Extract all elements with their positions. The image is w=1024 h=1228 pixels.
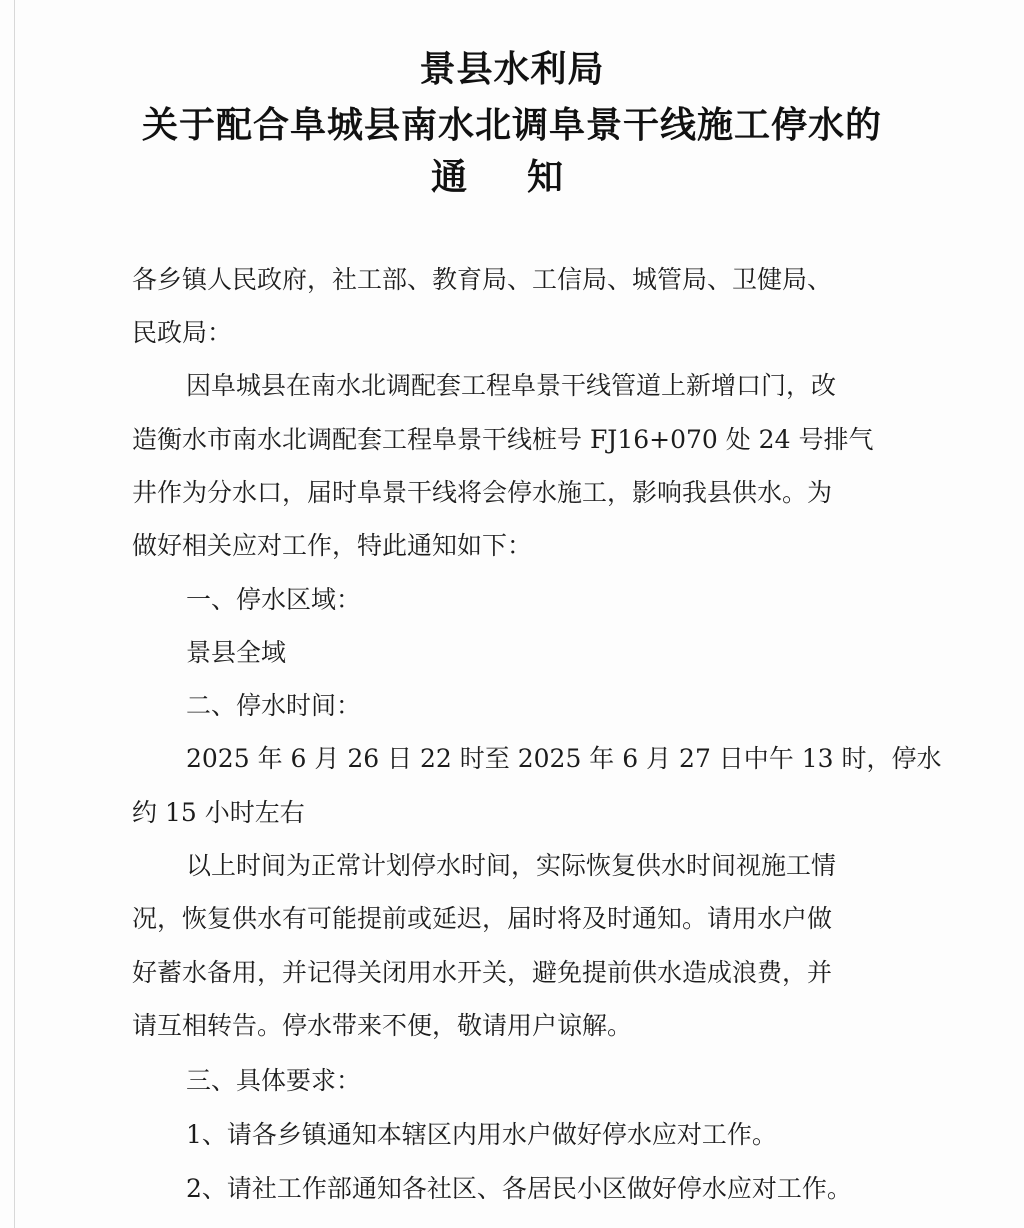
section-1-body: 景县全域 <box>186 638 287 667</box>
section-3-heading: 三、具体要求： <box>186 1066 362 1095</box>
section-2-note-line-3: 好蓄水备用，并记得关闭用水开关，避免提前供水造成浪费，并 <box>132 958 833 987</box>
intro-line-2: 造衡水市南水北调配套工程阜景干线桩号 FJ16+070 处 24 号排气 <box>132 425 874 454</box>
section-1-heading: 一、停水区域： <box>186 585 362 614</box>
addressee-line-2: 民政局： <box>132 318 233 347</box>
section-2-time-line-2: 约 15 小时左右 <box>132 798 305 827</box>
notice-title: 通知 <box>430 157 623 198</box>
notice-subject-title: 关于配合阜城县南水北调阜景干线施工停水的 <box>141 105 882 146</box>
section-2-heading: 二、停水时间： <box>186 691 362 720</box>
intro-line-4: 做好相关应对工作，特此通知如下： <box>132 531 533 560</box>
intro-line-3: 井作为分水口，届时阜景干线将会停水施工，影响我县供水。为 <box>132 478 833 507</box>
section-2-time-line-1: 2025 年 6 月 26 日 22 时至 2025 年 6 月 27 日中午 13 时，停水 <box>186 744 942 773</box>
section-2-note-line-4: 请互相转告。停水带来不便，敬请用户谅解。 <box>132 1011 633 1040</box>
section-3-item-1: 1、请各乡镇通知本辖区内用水户做好停水应对工作。 <box>186 1120 777 1149</box>
issuer-title: 景县水利局 <box>419 49 605 90</box>
intro-line-1: 因阜城县在南水北调配套工程阜景干线管道上新增口门，改 <box>186 371 837 400</box>
section-2-note-line-2: 况，恢复供水有可能提前或延迟，届时将及时通知。请用水户做 <box>132 904 833 933</box>
section-3-item-2: 2、请社工作部通知各社区、各居民小区做好停水应对工作。 <box>186 1174 852 1203</box>
section-2-note-line-1: 以上时间为正常计划停水时间，实际恢复供水时间视施工情 <box>186 851 837 880</box>
addressee-line-1: 各乡镇人民政府，社工部、教育局、工信局、城管局、卫健局、 <box>132 265 833 294</box>
